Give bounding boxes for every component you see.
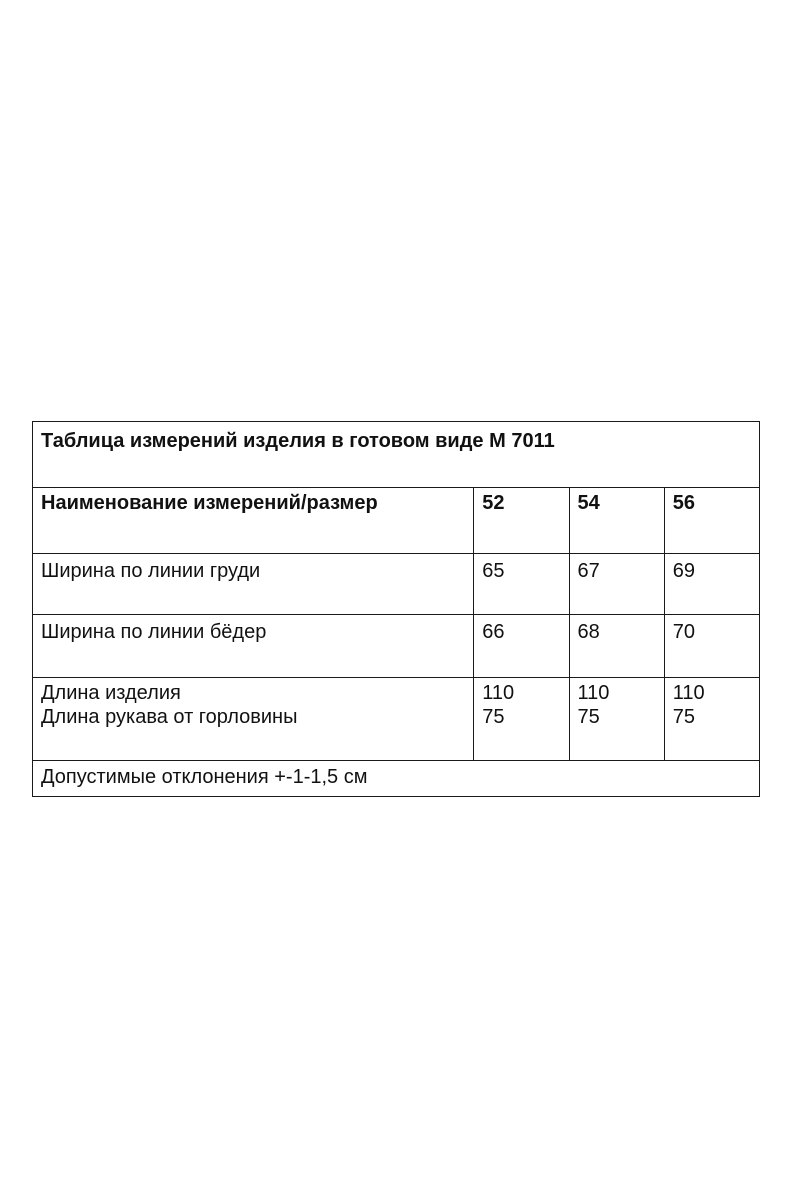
table-note-row [33,761,760,797]
row-value: 69 [664,554,759,615]
header-size-52: 52 [474,488,569,554]
row-label: Длина рукава от горловины [33,705,474,761]
header-size-54: 54 [569,488,664,554]
row-label: Ширина по линии бёдер [33,615,474,678]
table-row [33,615,760,678]
row-value: 67 [569,554,664,615]
row-value: 65 [474,554,569,615]
size-measurement-table [32,421,760,797]
row-value: 75 [664,705,759,761]
row-value: 110 [474,678,569,706]
table-row [33,554,760,615]
table-header-row [33,488,760,554]
row-value: 75 [474,705,569,761]
row-value: 70 [664,615,759,678]
row-label: Длина изделия [33,678,474,706]
header-name-label: Наименование измерений/размер [33,488,474,554]
row-label: Ширина по линии груди [33,554,474,615]
table-title-row [33,422,760,488]
table-row [33,678,760,706]
row-value: 110 [664,678,759,706]
row-value: 110 [569,678,664,706]
header-size-56: 56 [664,488,759,554]
table-title: Таблица измерений изделия в готовом виде М 7011 [33,422,760,488]
table-row [33,705,760,761]
row-value: 66 [474,615,569,678]
row-value: 75 [569,705,664,761]
tolerance-note: Допустимые отклонения +-1-1,5 см [33,761,760,797]
row-value: 68 [569,615,664,678]
